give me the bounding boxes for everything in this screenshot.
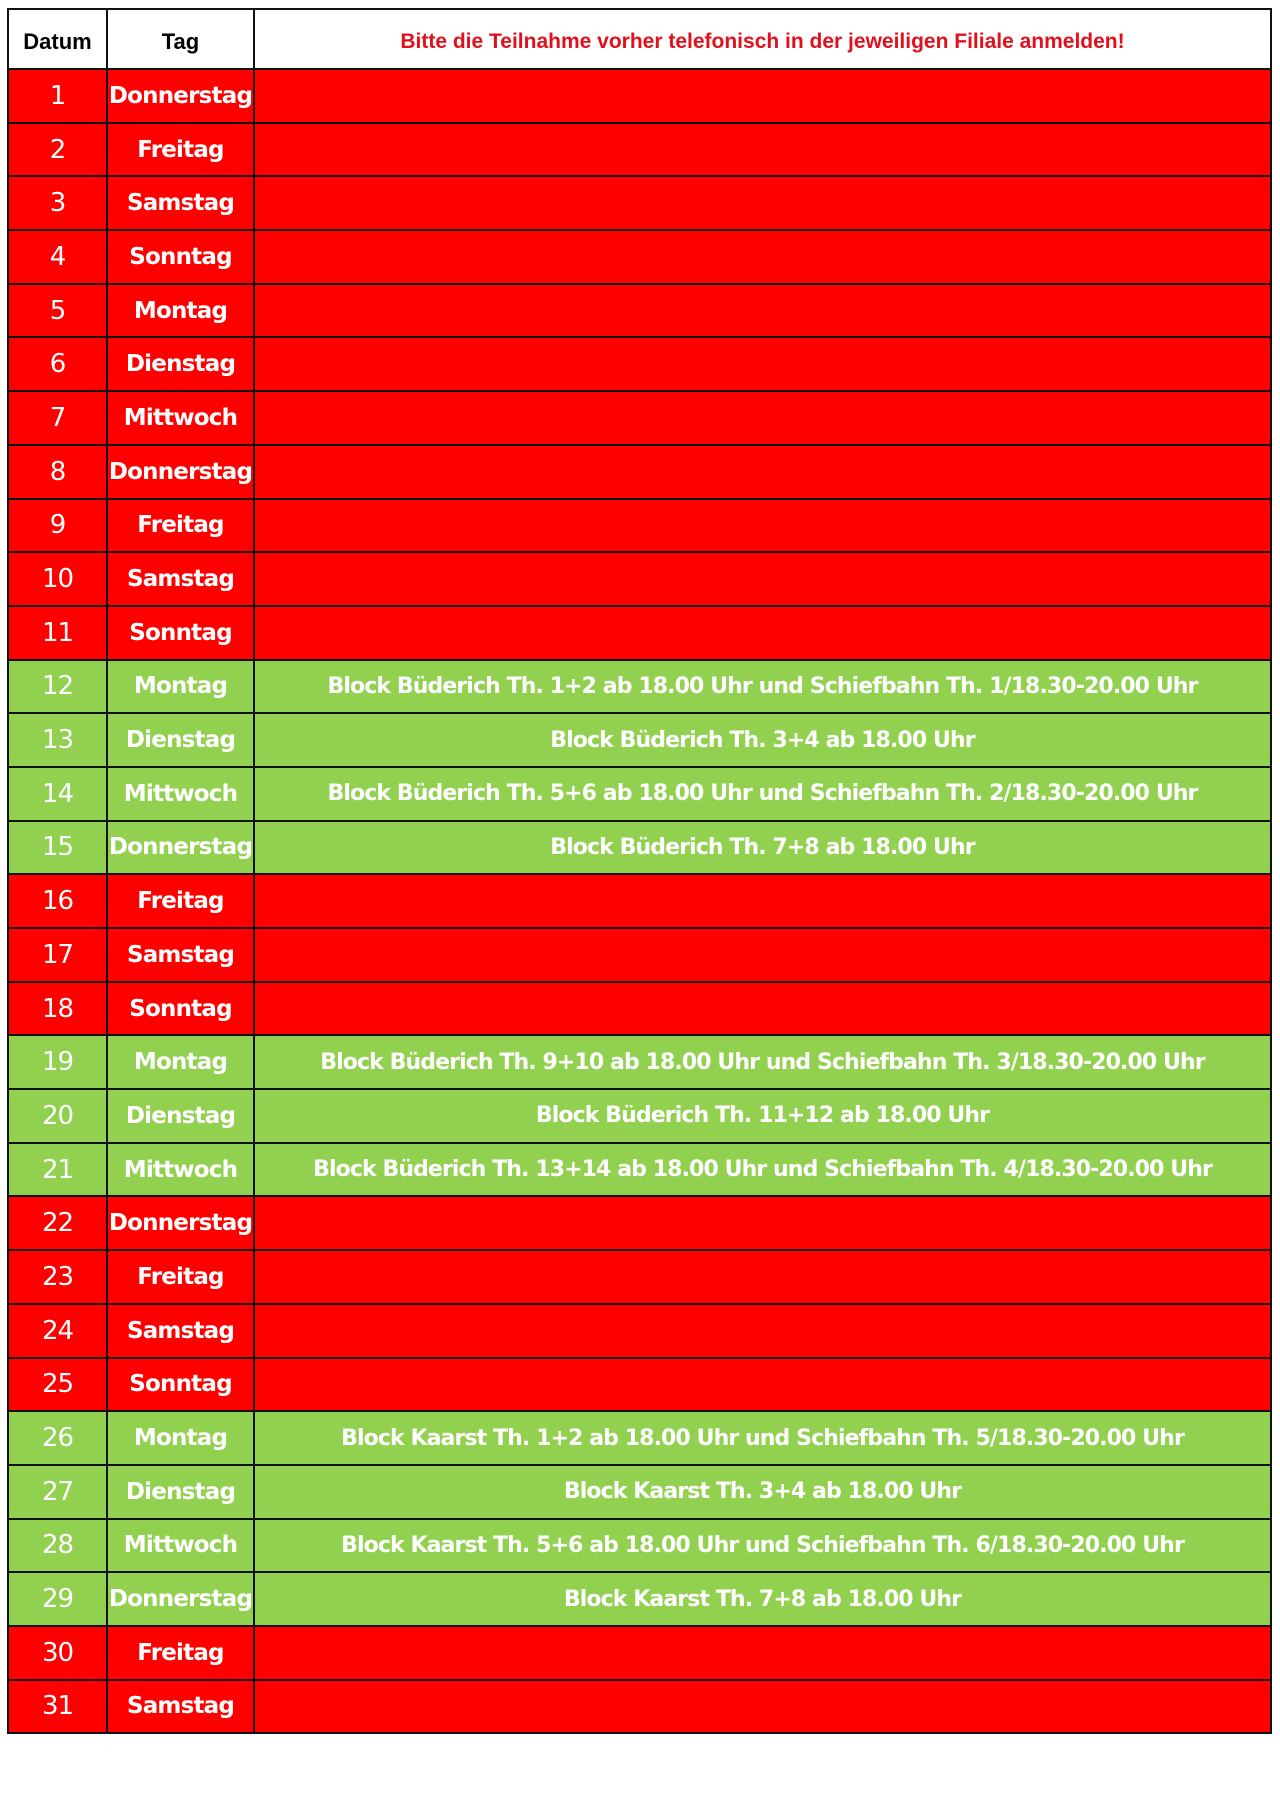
event-cell [254, 123, 1271, 177]
date-cell: 8 [8, 445, 107, 499]
date-cell: 7 [8, 391, 107, 445]
date-cell: 9 [8, 499, 107, 553]
date-cell: 30 [8, 1626, 107, 1680]
date-cell: 16 [8, 874, 107, 928]
event-cell [254, 499, 1271, 553]
schedule-table [7, 8, 1272, 1734]
weekday-cell: Freitag [107, 1250, 254, 1304]
event-cell: Block Büderich Th. 7+8 ab 18.00 Uhr [254, 821, 1271, 875]
weekday-cell: Montag [107, 660, 254, 714]
date-cell: 13 [8, 713, 107, 767]
table-row-1 [8, 69, 1271, 123]
table-row-30 [8, 1626, 1271, 1680]
date-cell: 6 [8, 337, 107, 391]
event-cell [254, 1358, 1271, 1412]
weekday-cell: Dienstag [107, 337, 254, 391]
event-cell [254, 391, 1271, 445]
date-cell: 31 [8, 1680, 107, 1734]
event-cell: Block Kaarst Th. 3+4 ab 18.00 Uhr [254, 1465, 1271, 1519]
table-row-9 [8, 499, 1271, 553]
date-cell: 22 [8, 1196, 107, 1250]
weekday-cell: Mittwoch [107, 1143, 254, 1197]
weekday-cell: Samstag [107, 1304, 254, 1358]
table-row-24 [8, 1304, 1271, 1358]
date-cell: 3 [8, 176, 107, 230]
event-cell [254, 230, 1271, 284]
date-cell: 27 [8, 1465, 107, 1519]
header-registration-note: Bitte die Teilnahme vorher telefonisch in der jeweiligen Filiale anmelden! [254, 9, 1271, 69]
event-cell [254, 1304, 1271, 1358]
weekday-cell: Donnerstag [107, 445, 254, 499]
date-cell: 17 [8, 928, 107, 982]
weekday-cell: Freitag [107, 1626, 254, 1680]
event-cell: Block Büderich Th. 1+2 ab 18.00 Uhr und Schiefbahn Th. 1/18.30-20.00 Uhr [254, 660, 1271, 714]
date-cell: 29 [8, 1572, 107, 1626]
event-cell: Block Kaarst Th. 7+8 ab 18.00 Uhr [254, 1572, 1271, 1626]
date-cell: 12 [8, 660, 107, 714]
date-cell: 11 [8, 606, 107, 660]
table-row-12 [8, 660, 1271, 714]
table-row-16 [8, 874, 1271, 928]
table-row-19 [8, 1035, 1271, 1089]
date-cell: 24 [8, 1304, 107, 1358]
table-row-13 [8, 713, 1271, 767]
table-row-14 [8, 767, 1271, 821]
date-cell: 18 [8, 982, 107, 1036]
event-cell: Block Büderich Th. 5+6 ab 18.00 Uhr und Schiefbahn Th. 2/18.30-20.00 Uhr [254, 767, 1271, 821]
weekday-cell: Montag [107, 1411, 254, 1465]
weekday-cell: Samstag [107, 176, 254, 230]
event-cell [254, 69, 1271, 123]
header-row [8, 9, 1271, 69]
header-tag: Tag [107, 9, 254, 69]
date-cell: 1 [8, 69, 107, 123]
table-row-8 [8, 445, 1271, 499]
event-cell: Block Kaarst Th. 1+2 ab 18.00 Uhr und Schiefbahn Th. 5/18.30-20.00 Uhr [254, 1411, 1271, 1465]
event-cell [254, 1626, 1271, 1680]
event-cell: Block Büderich Th. 11+12 ab 18.00 Uhr [254, 1089, 1271, 1143]
weekday-cell: Samstag [107, 928, 254, 982]
weekday-cell: Donnerstag [107, 821, 254, 875]
table-row-22 [8, 1196, 1271, 1250]
header-datum: Datum [8, 9, 107, 69]
weekday-cell: Sonntag [107, 606, 254, 660]
date-cell: 25 [8, 1358, 107, 1412]
weekday-cell: Donnerstag [107, 69, 254, 123]
event-cell [254, 176, 1271, 230]
date-cell: 28 [8, 1519, 107, 1573]
table-row-28 [8, 1519, 1271, 1573]
table-row-7 [8, 391, 1271, 445]
weekday-cell: Sonntag [107, 1358, 254, 1412]
weekday-cell: Samstag [107, 1680, 254, 1734]
event-cell [254, 337, 1271, 391]
table-row-21 [8, 1143, 1271, 1197]
table-row-29 [8, 1572, 1271, 1626]
date-cell: 4 [8, 230, 107, 284]
table-row-23 [8, 1250, 1271, 1304]
date-cell: 20 [8, 1089, 107, 1143]
event-cell [254, 928, 1271, 982]
table-row-2 [8, 123, 1271, 177]
table-row-5 [8, 284, 1271, 338]
weekday-cell: Mittwoch [107, 391, 254, 445]
weekday-cell: Mittwoch [107, 767, 254, 821]
weekday-cell: Freitag [107, 874, 254, 928]
table-row-18 [8, 982, 1271, 1036]
event-cell: Block Büderich Th. 13+14 ab 18.00 Uhr und Schiefbahn Th. 4/18.30-20.00 Uhr [254, 1143, 1271, 1197]
weekday-cell: Dienstag [107, 1089, 254, 1143]
date-cell: 5 [8, 284, 107, 338]
date-cell: 2 [8, 123, 107, 177]
date-cell: 26 [8, 1411, 107, 1465]
weekday-cell: Sonntag [107, 230, 254, 284]
weekday-cell: Sonntag [107, 982, 254, 1036]
table-row-3 [8, 176, 1271, 230]
schedule-body [8, 69, 1271, 1733]
table-row-4 [8, 230, 1271, 284]
weekday-cell: Mittwoch [107, 1519, 254, 1573]
weekday-cell: Freitag [107, 123, 254, 177]
table-row-10 [8, 552, 1271, 606]
date-cell: 21 [8, 1143, 107, 1197]
event-cell [254, 606, 1271, 660]
table-row-25 [8, 1358, 1271, 1412]
date-cell: 14 [8, 767, 107, 821]
event-cell [254, 284, 1271, 338]
event-cell: Block Kaarst Th. 5+6 ab 18.00 Uhr und Schiefbahn Th. 6/18.30-20.00 Uhr [254, 1519, 1271, 1573]
weekday-cell: Donnerstag [107, 1196, 254, 1250]
event-cell [254, 982, 1271, 1036]
weekday-cell: Dienstag [107, 713, 254, 767]
event-cell [254, 1250, 1271, 1304]
weekday-cell: Montag [107, 284, 254, 338]
event-cell: Block Büderich Th. 9+10 ab 18.00 Uhr und Schiefbahn Th. 3/18.30-20.00 Uhr [254, 1035, 1271, 1089]
weekday-cell: Samstag [107, 552, 254, 606]
weekday-cell: Freitag [107, 499, 254, 553]
table-row-27 [8, 1465, 1271, 1519]
date-cell: 15 [8, 821, 107, 875]
table-row-15 [8, 821, 1271, 875]
date-cell: 23 [8, 1250, 107, 1304]
event-cell [254, 874, 1271, 928]
weekday-cell: Dienstag [107, 1465, 254, 1519]
date-cell: 19 [8, 1035, 107, 1089]
event-cell [254, 445, 1271, 499]
date-cell: 10 [8, 552, 107, 606]
event-cell [254, 1680, 1271, 1734]
event-cell: Block Büderich Th. 3+4 ab 18.00 Uhr [254, 713, 1271, 767]
event-cell [254, 1196, 1271, 1250]
table-row-20 [8, 1089, 1271, 1143]
weekday-cell: Donnerstag [107, 1572, 254, 1626]
table-row-6 [8, 337, 1271, 391]
table-row-11 [8, 606, 1271, 660]
weekday-cell: Montag [107, 1035, 254, 1089]
table-row-26 [8, 1411, 1271, 1465]
table-row-31 [8, 1680, 1271, 1734]
table-row-17 [8, 928, 1271, 982]
event-cell [254, 552, 1271, 606]
